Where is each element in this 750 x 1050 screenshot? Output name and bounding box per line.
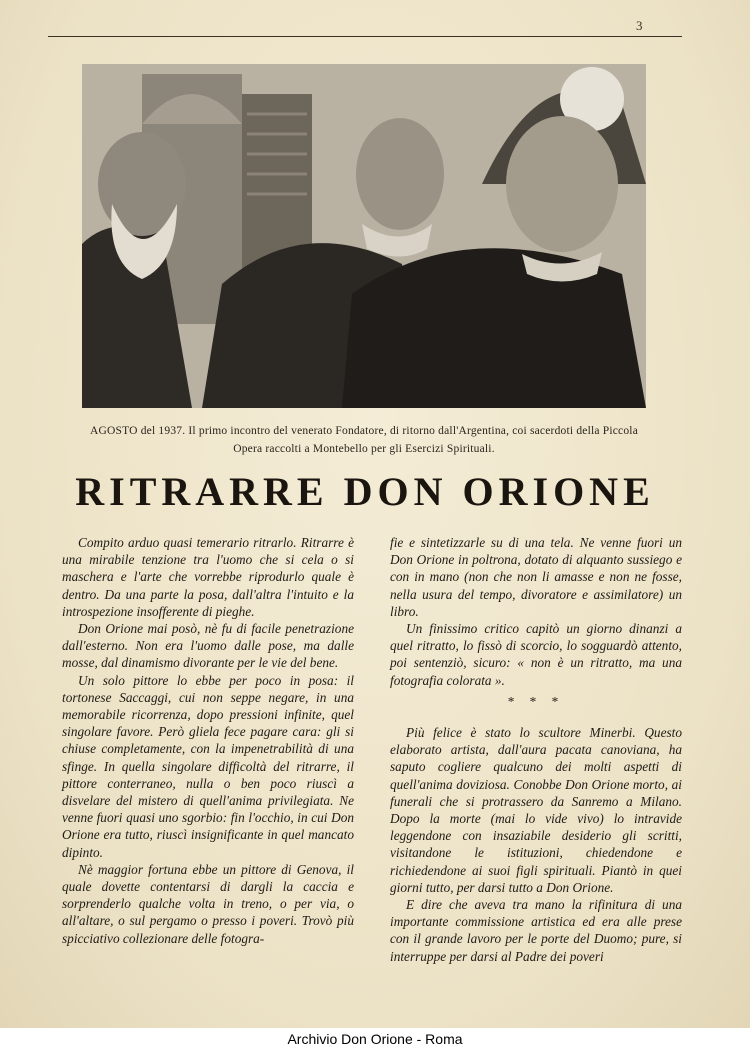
- caption-text: del 1937. Il primo incontro del venerato Fondatore, di ritorno dall'Argentina, coi sacerdoti della Piccola Opera raccolti a Montebello per gli Esercizi Spirituali.: [140, 425, 639, 455]
- archive-footer: Archivio Don Orione - Roma: [0, 1028, 750, 1050]
- header-rule: [48, 36, 682, 37]
- right-column: [390, 534, 682, 965]
- caption-lead: AGOSTO: [89, 425, 138, 437]
- photo-caption: [82, 422, 646, 458]
- left-column: [62, 534, 354, 947]
- left-paragraph-1: Compito arduo quasi temerario ritrarlo. Ritrarre è una mirabile tenzione tra l'uomo che si cela o si maschera e l'arte che vorrebbe riprodurlo quale è dentro. Da una parte la posa, dall'altra l'intuito e la introspezione insofferente di pieghe.: [62, 535, 354, 619]
- page-number: 3: [636, 18, 643, 33]
- photo-illustration: [82, 64, 646, 408]
- article-title: RITRARRE DON ORIONE: [75, 469, 655, 514]
- left-paragraph-4: Nè maggior fortuna ebbe un pittore di Genova, il quale dovette contentarsi di dargli la caccia e sorprenderlo qualche volta in treno, o per via, o all'altare, o sul pergamo o presso i poveri. Trovò più spicciativo collezionare delle fotogra-: [62, 861, 354, 946]
- photograph-three-priests: [82, 64, 646, 408]
- section-separator: * * *: [507, 693, 565, 709]
- left-paragraph-2: Don Orione mai posò, nè fu di facile penetrazione dall'esterno. Non era l'uomo dalle pose, ma dalle mosse, dal dinamismo divorante per le vie del bene.: [62, 621, 354, 671]
- right-paragraph-continued: fie e sintetizzarle su di una tela. Ne venne fuori un Don Orione in poltrona, dotato di alquanto sussiego e con in mano (non che non li amasse e non ne fosse, nella usura del tempo, divoratore e assimilatore) un libro.: [390, 535, 682, 619]
- left-paragraph-3: Un solo pittore lo ebbe per poco in posa: il tortonese Saccaggi, cui non seppe negare, in una memorabile ricorrenza, dopo pressioni infinite, quel singolare favore. Però gliela fece pagare cara: gli si chiuse completamente, con la impenetrabilità di una sfinge. In quella singolare difficoltà del ritrarre, il pittore conterraneo, nulla o ben poco riuscì a disvelare del mistero di quell'anima privilegiata. Ne venne fuori quasi uno sgorbio: fin l'occhio, in cui Don Orione era tutto, riuscì insignificante in quel mancato dipinto.: [62, 672, 354, 860]
- right-paragraph-3: Più felice è stato lo scultore Minerbi. Questo elaborato artista, dall'aura pacata canoviana, ha saputo cogliere qualcuno dei molti aspetti di quell'anima doviziosa. Conobbe Don Orione morto, ai funerali che si protrassero da Sanremo a Milano. Dopo la morte (mai lo vide vivo) lo intravide leggendone con insaziabile desiderio gli scritti, visitandone le istituzioni, chiedendone e richiedendone ai suoi figli spirituali. Piantò in quei giorni tutto, per darsi tutto a Don Orione.: [390, 725, 682, 895]
- right-paragraph-2: Un finissimo critico capitò un giorno dinanzi a quel ritratto, lo fissò di scorcio, lo sogguardò attento, poi sentenziò, sicuro: « non è un ritratto, ma una fotografia colorata ».: [390, 621, 682, 688]
- right-paragraph-4: E dire che aveva tra mano la rifinitura di una importante commissione artistica ed era alle prese con il grande lavoro per le porte del Duomo; pure, si interruppe per darsi al Padre dei poveri: [390, 897, 682, 964]
